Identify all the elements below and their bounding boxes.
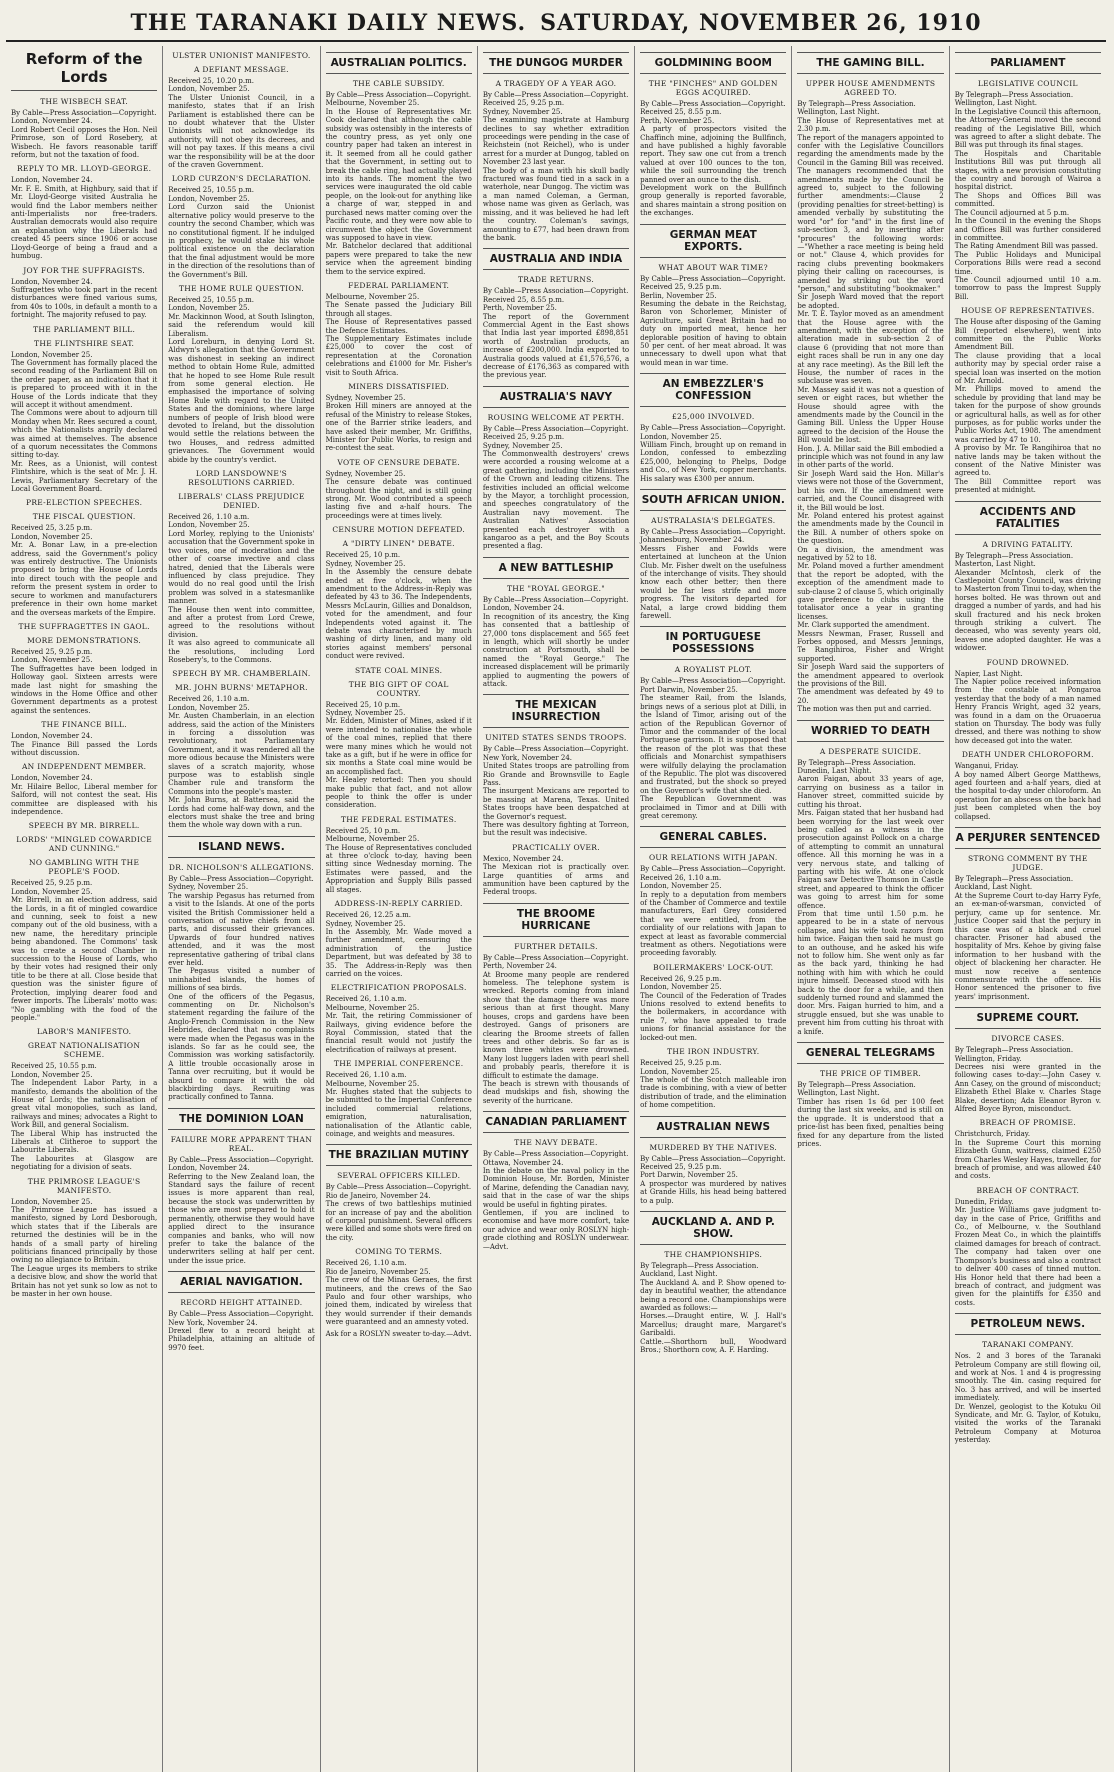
article-text: By Cable—Press Association—Copyright. Ottawa, November 24. In the debate on the naval policy in the Dominion House, Mr. Borden, Minister of Marine, defending the Canadian navy, said that in the case of war the ships would be useful in fighting pirates. Gentlemen, if you are inclined to economise and have more comfort, take our advice and wear only ROSLYN high-grade clothing and ROSLYN underwear. —Advt.	[482, 1150, 630, 1251]
article-text: Received 25, 10.55 p.m. London, November 25. The Independent Labor Party, in a manifesto, demands the abolition of the House of Lords; the nationalisation of great vital monopolies, such as land, railways and mines; advocates a Right to Work Bill, and general Socialism. The Liberal Whip has instructed the Liberals at Clitheroe to support the Labourite Liberals. The Labourites at Glasgow are negotiating for a division of seats.	[11, 1062, 158, 1172]
section-heading: THE BROOME HURRICANE	[483, 903, 629, 937]
article-text: London, November 24. The Finance Bill passed the Lords without discussion.	[11, 732, 158, 757]
subheading: ULSTER UNIONIST MANIFESTO.	[172, 51, 311, 60]
subheading: LEGISLATIVE COUNCIL	[977, 79, 1078, 88]
section-heading: AUSTRALIAN POLITICS.	[326, 52, 472, 74]
subheading: THE PARLIAMENT BILL.	[33, 324, 136, 334]
article-text: Received 26, 1.10 a.m. London, November 25. Mr. Austen Chamberlain, in an election address, said the action of the Ministers in forcing a dissolution was revolutionary, not Parliamentary Government, and it was rendered all the more odious because the Ministers were slaves of a scratch majority, whose purpose was to establish single Chamber rule and transform the Commons into the people's master. Mr. John Burns, at Battersea, said the Lords had come half-way down, and the electors must shake the tree and bring them the whole way down with a run.	[168, 695, 315, 830]
subheading: CENSURE MOTION DEFEATED.	[332, 525, 465, 535]
subheading: A DEFIANT MESSAGE.	[194, 65, 289, 74]
subheading: ROUSING WELCOME AT PERTH.	[487, 412, 625, 422]
subheading: SEVERAL OFFICERS KILLED.	[337, 1171, 461, 1181]
article-text: Received 25, 10 p.m. Sydney, November 25. In the Assembly the censure debate ended at five o'clock, when the amendment to the Address-in-Reply was defeated by 43 to 36. The Independents, Messrs McLaurin, Gillies and Donaldson, voted for the amendment, and four Independents voted against it. The debate was characterised by much washing of dirty linen, and many old stories against members' personal conduct were revived.	[325, 551, 472, 661]
subheading: THE CABLE SUBSIDY.	[352, 79, 445, 88]
article-text: Received 26, 12.25 a.m. Sydney, November 25. In the Assembly, Mr. Wade moved a further amendment, censuring the administration of the Justice Department, but was defeated by 38 to 35. The Address-in-Reply was then carried on the voices.	[325, 911, 472, 978]
article-text: By Cable—Press Association—Copyright. Port Darwin, November 25. The steamer Rail, from the Islands, brings news of a serious plot at Dilli, in the Island of Timor, arising out of the action of the Republican Governor of Timor and the commander of the local Portuguese garrison. It is supposed that the reason of the plot was that these officials and Monarchist sympathisers were wilfully delaying the proclamation of the Republic. The plot was discovered and frustrated, but the shock so preyed on the Governor's wife that she died. The Republican Government was proclaimed in Timor and at Dilli with great ceremony.	[640, 677, 787, 820]
subheading: DIVORCE CASES.	[991, 1034, 1065, 1044]
article-text: By Cable—Press Association—Copyright. Received 25, 9.25 p.m. Sydney, November 25. The examining magistrate at Hamburg declines to say whether extradition proceedings were pending in the case of Reichstein (not Reichel), who is under arrest for a murder at Dungog, tabled on November 23 last year. The body of a man with his skull badly fractured was found tied in a sack in a waterhole, near Dungog. The victim was a man named Coleman, a German, whose name was given as Gerlach, was missing, and it was believed he had left the country. Coleman's savings, amounting to £77, had been drawn from the bank.	[482, 91, 630, 242]
section-heading: AUSTRALIAN NEWS	[640, 1116, 786, 1138]
subheading: FURTHER DETAILS.	[514, 941, 598, 951]
article-text: Received 25, 10.55 p.m. London, November 25. Lord Curzon said the Unionist alternative policy would preserve to the country the second Chamber, which was no constitutional figment. If he indulged in prophecy, he would stake his whole political existence on the declaration that the final adjustment would be more in the direction of the resolutions than of the Government's Bill.	[168, 186, 315, 279]
subheading: BOILERMAKERS' LOCK-OUT.	[653, 962, 774, 972]
subheading: SPEECH BY MR. BIRRELL.	[28, 821, 140, 831]
section-heading: ACCIDENTS AND FATALITIES	[955, 501, 1101, 535]
subheading: UNITED STATES SENDS TROOPS.	[485, 733, 627, 743]
section-heading: A NEW BATTLESHIP	[483, 557, 629, 579]
subheading: A DESPERATE SUICIDE.	[819, 746, 922, 756]
article-text: London, November 24. Mr. F. E. Smith, at Highbury, said that if Mr. Lloyd-George visited Australia he would find the Labor members neither anti-Imperialists nor free-traders. Australian democrats would also require an explanation why the Liberals had created 45 peers since 1906 or accuse Lloyd-George of being a fraud and a humbug.	[11, 176, 158, 261]
section-heading: GERMAN MEAT EXPORTS.	[640, 224, 786, 258]
article-text: By Cable—Press Association—Copyright. London, November 24. Referring to the New Zealand loan, the Standard says the failure of recent issues is more apparent than real, because the stock was underwritten by those who are most prepared to hold it permanently, otherwise they would have applied direct to the insurance companies and banks, who will now prefer to take the balance of the underwriters selling at half per cent. under the issue price.	[168, 1155, 315, 1265]
subheading: AUSTRALASIA'S DELEGATES.	[651, 516, 776, 525]
article-text: By Telegraph—Press Association. Auckland, Last Night. At the Supreme Court to-day Harry Fyfe, an ex-man-of-warsman, convicted of perjury, came up for sentence. Mr. Justice Cooper said that the perjury in this case was of a black and cruel character. Prisoner had abused the hospitality of Mrs. Kehoe by giving false information to her husband with the object of blackening her character. He must now receive a sentence commensurate with the offence. His Honor sentenced the prisoner to five years' imprisonment.	[954, 875, 1101, 1001]
subheading: LIBERALS' CLASS PREJUDICE DENIED.	[178, 492, 305, 511]
article-text: London, November 24. Mr. Hilaire Belloc, Liberal member for Salford, will not contest the seat. His committee are displeased with his independence.	[11, 774, 158, 816]
article-text: By Cable—Press Association—Copyright. Received 25, 9.25 p.m. Sydney, November 25. The Commonwealth destroyers' crews were accorded a rousing welcome at a great gathering, including the Ministers of the Crown and leading citizens. The festivities included an official welcome by the Mayor, a torchlight procession, and speeches congratulatory of the Australian navy movement. The Australian Natives' Association presented each destroyer with a kangaroo as a pet, and the Boy Scouts presented a flag.	[482, 424, 630, 551]
subheading: £25,000 INVOLVED.	[671, 412, 755, 422]
article-text: Dunedin, Friday. Mr. Justice Williams gave judgment to-day in the case of Price, Griffiths and Co., of Melbourne, v. the Southland Frozen Meat Co., in which the plaintiffs claimed damages for breach of contract. The company had taken over one Thompson's business and also a contract to deliver 400 cases of tinned mutton. His Honor held that there had been a breach of contract, and judgment was given for the plaintiffs for £350 and costs.	[954, 1197, 1101, 1307]
subheading: TRADE RETURNS.	[517, 275, 594, 285]
section-heading: GENERAL CABLES.	[640, 826, 786, 848]
article-text: Sydney, November 25. The censure debate was continued throughout the night, and is still going strong. Mr. Wood contributed a speech lasting five and a-half hours. The proceedings were at times lively.	[325, 469, 472, 520]
article-text: By Telegraph—Press Association. Auckland, Last Night. The Auckland A. and P. Show opened to-day in beautiful weather, the attendance being a record one. Championships were awarded as follows:— Horses.—Draught entire, W. J. Hall's Marcellus; draught mare, Margaret's Garibaldi. Cattle.—Shorthorn bull, Woodward Bros.; Shorthorn cow, A. F. Harding.	[640, 1261, 787, 1355]
subheading: BREACH OF PROMISE.	[979, 1118, 1076, 1128]
article-text: London, November 24. Suffragettes who took part in the recent disturbances were fined various sums, from 40s to 100s, in default a month to a fortnight. The majority refused to pay.	[11, 277, 158, 320]
subheading: DEATH UNDER CHLOROFORM.	[961, 750, 1094, 760]
masthead	[6, 6, 1106, 42]
subheading: THE FLINTSHIRE SEAT.	[34, 338, 135, 348]
article-text: By Cable—Press Association—Copyright. New York, November 24. United States troops are patrolling from Rio Grande and Brownsville to Eagle Pass. The insurgent Mexicans are reported to be massing at Marena, Texas. United States troops have been despatched at the Governor's request. There was desultory fighting at Torreon, but the result was indecisive.	[482, 745, 630, 838]
subheading: MINERS DISSATISFIED.	[348, 382, 450, 391]
subheading: THE IMPERIAL CONFERENCE.	[333, 1059, 464, 1069]
section-heading: GENERAL TELEGRAMS	[797, 1042, 943, 1064]
subheading: THE PRIMROSE LEAGUE'S MANIFESTO.	[27, 1176, 141, 1195]
section-heading: AN EMBEZZLER'S CONFESSION	[640, 373, 786, 407]
news-column-4	[478, 46, 635, 1772]
section-heading: WORRIED TO DEATH	[797, 720, 943, 742]
subheading: LORDS' "MINGLED COWARDICE AND CUNNING."	[16, 835, 153, 854]
article-text: Received 25, 9.25 p.m. London, November 25. The whole of the Scotch malleable iron trade is combining, with a view of better distribution of trade, and the elimination of home competition.	[640, 1059, 787, 1110]
column-container	[6, 46, 1106, 1772]
article-text: By Cable—Press Association—Copyright. Received 26, 1.10 a.m. London, November 25. In reply to a deputation from members of the Chamber of Commerce and textile manufacturers, Earl Grey considered that we were entitled, from the cordiality of our relations with Japan to expect at least as favorable commercial treatment as others. Negotiations were proceeding favorably.	[640, 865, 787, 958]
subheading: THE "FINCHES" AND GOLDEN EGGS ACQUIRED.	[648, 79, 778, 97]
article-text: Received 25, 10 p.m. Sydney, November 25. Mr. Edden, Minister of Mines, asked if it were intended to nationalise the whole of the coal mines, replied that there were many mines which he would not take as a gift, but if he were in office for six months a State coal mine would be an accomplished fact. Mr. Healey retorted: Then you should make public that fact, and not allow people to think the offer is under consideration.	[325, 700, 472, 810]
section-heading: GOLDMINING BOOM	[640, 52, 786, 74]
subheading: MURDERED BY THE NATIVES.	[649, 1142, 778, 1152]
subheading: FOUND DROWNED.	[986, 657, 1070, 667]
article-text: Wanganui, Friday. A boy named Albert George Matthews, aged fourteen and a-half years, died at the hospital to-day under chloroform. An operation for an abscess on the back had just been completed when the boy collapsed.	[954, 762, 1101, 821]
article-text: London, November 25. The Primrose League has issued a manifesto, signed by Lord Desborough, which states that if the Liberals are returned the destinies will be in the hands of a small party of hireling politicians financed principally by those owing no allegiance to Britain. The League urges its members to strike a decisive blow, and show the world that Britain has not yet sunk so low as not to be master in her own house.	[11, 1197, 158, 1299]
subheading: DR. NICHOLSON'S ALLEGATIONS.	[168, 862, 314, 872]
news-column-2	[163, 46, 320, 1772]
subheading: THE HOME RULE QUESTION.	[178, 283, 304, 293]
subheading: RECORD HEIGHT ATTAINED.	[180, 1298, 303, 1308]
subheading: FEDERAL PARLIAMENT.	[348, 280, 450, 290]
subheading: ADDRESS-IN-REPLY CARRIED.	[334, 899, 463, 909]
subheading: NO GAMBLING WITH THE PEOPLE'S FOOD.	[29, 858, 140, 877]
article-text: By Cable—Press Association—Copyright. Rio de Janeiro, November 24. The crews of two battleships mutinied for an increase of pay and the abolition of corporal punishment. Several officers were killed and some shots were fired on the city.	[325, 1183, 472, 1242]
section-heading: ISLAND NEWS.	[168, 836, 314, 858]
subheading: THE FEDERAL ESTIMATES.	[340, 814, 457, 824]
article-text: London, November 25. The Government has formally placed the second reading of the Parliament Bill on the order paper, as an indication that it is prepared to proceed with it in the House of the Lords indicate that they will accept it without amendment. The Commons were about to adjourn till Monday when Mr. Rees secured a count, which the Nationalists angrily declared was aimed at themselves. The absence of a quorum necessitates the Commons sitting to-day. Mr. Rees, as a Unionist, will contest Flintshire, which is the seat of Mr. J. H. Lewis, Parliamentary Secretary of the Local Government Board.	[11, 350, 158, 494]
article-text: Ask for a ROSLYN sweater to-day.—Advt.	[325, 1329, 472, 1338]
subheading: FAILURE MORE APPARENT THAN REAL.	[170, 1134, 313, 1153]
subheading: THE IRON INDUSTRY.	[667, 1047, 760, 1057]
section-heading: AUCKLAND A. AND P. SHOW.	[640, 1211, 786, 1245]
subheading: WHAT ABOUT WAR TIME?	[658, 262, 769, 272]
section-heading: THE MEXICAN INSURRECTION	[483, 694, 629, 728]
subheading: LORD LANSDOWNE'S RESOLUTIONS CARRIED.	[188, 469, 295, 488]
article-text: Received 25, 3.25 p.m. London, November 25. Mr. A. Bonar Law, in a pre-election address, said the Government's policy was entirely destructive. The Unionists proposed to bring the House of Lords into direct touch with the people and reform the present system in order to secure to workmen and manufacturers preference in their own home market and the overseas markets of the Empire.	[11, 524, 158, 617]
subheading: THE BIG GIFT OF COAL COUNTRY.	[348, 679, 449, 698]
news-column-6	[792, 46, 949, 1772]
subheading: LABOR'S MANIFESTO.	[36, 1027, 132, 1037]
article-text: By Cable—Press Association—Copyright. Received 25, 8.55 p.m. Perth, November 25. A party of prospectors visited the Chaffinch mine, adjoining the Bullfinch, and have published a highly favorable report. They saw one cut from a trench valued at over 100 ounces to the ton, while the soil surrounding the trench panned over an ounce to the dish. Development work on the Bullfinch group generally is reported favorable, and shares maintain a strong position on the exchanges.	[640, 100, 787, 218]
news-column-1	[6, 46, 163, 1772]
article-text: Received 25, 9.25 p.m. London, November 25. Mr. Birrell, in an election address, said the Lords, in a fit of mingled cowardice and cunning, seek to foist a new company out of the old business, with a new name, the hereditary principle being abandoned. The Commons' task was to create a second Chamber in succession to the House of Lords, who by their votes had resigned their only title to be there at all. Close beside that question was the sinister figure of Protection, implying dearer food and fewer imports. The Liberals' motto was: "No gambling with the food of the people."	[11, 879, 158, 1022]
article-text: By Cable—Press Association—Copyright. Received 25, 9.25 p.m. Berlin, November 25. Resuming the debate in the Reichstag, Baron von Schorlemer, Minister of Agriculture, said Great Britain had no duty on imported meat, hence her deplorable position of having to obtain 50 per cent. of her meat abroad. It was unnecessary to dwell upon what that would mean in war time.	[640, 274, 787, 367]
subheading: AN INDEPENDENT MEMBER.	[21, 762, 147, 772]
section-heading: PETROLEUM NEWS.	[955, 1313, 1101, 1335]
section-heading: A PERJURER SENTENCED	[955, 827, 1101, 849]
section-heading: THE DOMINION LOAN	[168, 1108, 314, 1130]
subheading: STRONG COMMENT BY THE JUDGE.	[968, 854, 1088, 873]
section-heading: AUSTRALIA AND INDIA	[483, 248, 629, 270]
article-text: Sydney, November 25. Broken Hill miners are annoyed at the refusal of the Ministry to release Stokes, one of the Barrier strike leaders, and have asked their member, Mr. Griffiths, Minister for Public Works, to resign and re-contest the seat.	[325, 394, 472, 453]
subheading: HOUSE OF REPRESENTATIVES.	[961, 306, 1095, 316]
subheading: BREACH OF CONTRACT.	[976, 1185, 1080, 1195]
subheading: A TRAGEDY OF A YEAR AGO.	[495, 79, 617, 88]
article-text: Received 25, 9.25 p.m. London, November 25. The Suffragettes have been lodged in Holloway gaol. Sixteen arrests were made last night for smashing the windows in the Home Office and other Government departments as a protest against the sentences.	[11, 647, 158, 715]
subheading: OUR RELATIONS WITH JAPAN.	[648, 853, 778, 863]
subheading: THE "ROYAL GEORGE."	[506, 583, 606, 593]
subheading: THE WISBECH SEAT.	[40, 97, 129, 106]
subheading: PRE-ELECTION SPEECHES.	[25, 498, 143, 508]
news-column-7	[950, 46, 1106, 1772]
article-text: Received 26, 1.10 a.m. Melbourne, November 25. Mr. Hughes stated that the subjects to be submitted to the Imperial Conference included commercial relations, emigration, naturalisation, nationalisation of the Atlantic cable, coinage, and weights and measures.	[325, 1071, 472, 1139]
article-text: By Telegraph—Press Association. Wellington, Friday. Decrees nisi were granted in the following cases to-day:—John Casey v. Ann Casey, on the ground of misconduct; Elizabeth Ethel Blake v. Charles Stage Blake, desertion; Ada Eleanor Byron v. Alfred Boyce Byron, misconduct.	[954, 1046, 1101, 1113]
article-text: Received 26, 1.10 a.m. London, November 25. Lord Morley, replying to the Unionists' accusation that the Government spoke in two voices, one of moderation and the other of coarse invective and class hatred, denied that the Liberals were influenced by class prejudice. They would do no real good until the Irish problem was solved in a statesmanlike manner. The House then went into committee, and after a protest from Lord Crewe, agreed to the resolutions without division. It was also agreed to communicate all the resolutions, including Lord Rosebery's, to the Commons.	[168, 513, 315, 664]
article-text: Napier, Last Night. The Napier police received information from the constable at Pongaroa yesterday that the body of a man named Henry Francis Wright, aged 32 years, was found in a dam on the Oruaoerua station on Thursday. The body was fully dressed, and there was nothing to show how deceased got into the water.	[954, 669, 1101, 745]
section-heading: SUPREME COURT.	[955, 1007, 1101, 1029]
subheading: THE PRICE OF TIMBER.	[820, 1069, 922, 1079]
article-text: Received 26, 1.10 a.m. Rio de Janeiro, November 25. The crew of the Minas Geraes, the first mutineers, and the crews of the Sao Paulo and four other warships, who joined them, indicated by wireless that they would surrender if their demands were guaranteed and an amnesty voted.	[325, 1259, 472, 1327]
section-heading: PARLIAMENT	[955, 52, 1101, 74]
section-heading: SOUTH AFRICAN UNION.	[640, 489, 786, 511]
article-text: The House after disposing of the Gaming Bill (reported elsewhere), went into committee on the Public Works Amendment Bill. The clause providing that a local authority may by special order raise a special loan was inserted on the motion of Mr. Arnold. Mr. Phillips moved to amend the schedule by providing that land may be taken for the purpose of show grounds or agricultural halls, as well as for other purposes, as for public works under the Public Works Act, 1908. The amendment was carried by 47 to 10. A proviso by Mr. Te Rangihiroa that no native lands may be taken without the consent of the Native Minister was agreed to. The Bill Committee report was presented at midnight.	[954, 318, 1101, 495]
subheading: TARANAKI COMPANY.	[982, 1340, 1074, 1350]
article-text: By Cable—Press Association—Copyright. Received 25, 8.55 p.m. Perth, November 25. The report of the Government Commercial Agent in the East shows that India last year imported £898,851 worth of Australian products, an increase of £200,000. India exported to Australia goods valued at £1,576,576, a decrease of £176,363 as compared with the previous year.	[482, 287, 630, 380]
masthead-date: SATURDAY, NOVEMBER 26, 1910	[540, 10, 982, 36]
subheading: THE FISCAL QUESTION.	[32, 512, 136, 522]
subheading: VOTE OF CENSURE DEBATE.	[337, 457, 460, 467]
section-heading: AERIAL NAVIGATION.	[168, 1271, 314, 1293]
subheading: COMING TO TERMS.	[355, 1247, 443, 1257]
article-text: By Cable—Press Association—Copyright. London, November 25. William Finch, brought up on remand in London, confessed to embezzling £25,000, belonging to Phelps, Dodge and Co., of New York, copper merchants. His salary was £300 per annum.	[640, 424, 787, 483]
section-heading: CANADIAN PARLIAMENT	[483, 1111, 629, 1133]
article-text: Received 25, 10.20 p.m. London, November 25. The Ulster Unionist Council, in a manifesto, states that if an Irish Parliament is established there can be no doubt whatever that the Ulster Unionists will not acknowledge its authority, will not obey its decrees, and will not pay taxes. If this means a civil war the responsibility will be at the door of the craven Government.	[168, 77, 315, 170]
subheading: THE NAVY DEBATE.	[514, 1138, 598, 1148]
article-text: Christchurch, Friday. In the Supreme Court this morning Elizabeth Gunn, waitress, claimed £250 from Charles Wesley Hayes, traveller, for breach of promise, and was allowed £40 and costs.	[954, 1130, 1101, 1181]
article-text: By Cable—Press Association—Copyright. New York, November 24. Drexel flew to a record height at Philadelphia, attaining an altitude of 9970 feet.	[168, 1310, 315, 1352]
section-heading: AUSTRALIA'S NAVY	[483, 386, 629, 408]
subheading: STATE COAL MINES.	[355, 665, 443, 675]
article-text: Received 26, 9.25 p.m. London, November 25. The Council of the Federation of Trades Unions resolved to extend benefits to the boilermakers, in accordance with rule 7, who have appealed to trade unions for financial assistance for the locked-out men.	[640, 974, 787, 1042]
subheading: ELECTRIFICATION PROPOSALS.	[330, 983, 467, 993]
section-heading: THE GAMING BILL.	[797, 52, 943, 74]
subheading: MORE DEMONSTRATIONS.	[27, 635, 142, 645]
subheading: GREAT NATIONALISATION SCHEME.	[28, 1041, 141, 1060]
article-text: By Telegraph—Press Association. Dunedin, Last Night. Aaron Faigan, about 33 years of age, carrying on business as a tailor in Hanover street, committed suicide by cutting his throat. Mrs. Faigan stated that her husband had been worrying for the last week over being called as a witness in the prosecution against Pollock on a charge of attempting to commit an unnatural offence. All this morning he was in a very nervous state, and talking of parting with his wife. At one o'clock Faigan saw Detective Thomson in Castle street, and appeared to think the officer was going to arrest him for some offence. From that time until 1.50 p.m. he appeared to be in a state of nervous collapse, and his wife took razors from him twice. Faigan then said he must go to an outhouse, and he asked his wife not to follow him. She went only as far as the back yard, thinking he had nothing with him with which he could injure himself. Deceased stood with his back to the door for a while, and then suddenly turned round and slammed the door. Mrs. Faigan hurried to him, and a struggle ensued, but she was unable to prevent him from cutting his throat with a knife.	[797, 758, 944, 1036]
article-text: Nos. 2 and 3 bores of the Taranaki Petroleum Company are still flowing oil, and work at Nos. 1 and 4 is progressing smoothly. The 4in. casing required for No. 3 has arrived, and will be inserted immediately. Dr. Wenzel, geologist to the Kotuku Oil Syndicate, and Mr. G. Taylor, of Kotuku, visited the works of the Taranaki Petroleum Company at Moturoa yesterday.	[954, 1352, 1101, 1445]
subheading: UPPER HOUSE AMENDMENTS AGREED TO.	[805, 79, 936, 97]
article-text: By Cable—Press Association—Copyright. Perth, November 24. At Broome many people are rendered homeless. The telephone system is wrecked. Reports coming from inland show that the damage there was more serious than at first thought. Many houses, crops and gardens have been destroyed. Gangs of prisoners are clearing the Broome streets of fallen trees and other debris. So far as is known three whites were drowned. Many lost luggers laden with pearl shell and probably pearls, therefore it is difficult to estimate the damage. The beach is strewn with thousands of dead mudskips and fish, showing the severity of the hurricane.	[482, 953, 630, 1105]
section-heading: THE BRAZILIAN MUTINY	[326, 1144, 472, 1166]
subheading: REPLY TO MR. LLOYD-GEORGE.	[16, 164, 152, 174]
article-text: By Telegraph—Press Association. Masterton, Last Night. Alexander McIntosh, clerk of the Castlepoint County Council, was driving to Masterton from Tinui to-day, when the horses bolted. He was thrown out and dragged a number of yards, and had his skull fractured and his neck broken through striking a culvert. The deceased, who was seventy years old, leaves one adopted daughter. He was a widower.	[954, 551, 1101, 653]
subheading: JOY FOR THE SUFFRAGISTS.	[23, 265, 146, 275]
article-text: Melbourne, November 25. The Senate passed the Judiciary Bill through all stages. The House of Representatives passed the Defence Estimates. The Supplementary Estimates include £25,000 to cover the cost of representation at the Coronation celebrations and £1000 for Mr. Fisher's visit to South Africa.	[325, 292, 472, 377]
news-column-5	[635, 46, 792, 1772]
subheading: A "DIRTY LINEN" DEBATE.	[342, 539, 455, 549]
article-text: By Cable—Press Association—Copyright. Johannesburg, November 24. Messrs Fisher and Fowlds were entertained at luncheon at the Union Club. Mr. Fisher dwelt on the usefulness of the interchange of visits. They should know each other better; then there would be far less strife and more progress. The visitors departed for Natal, a large crowd bidding them farewell.	[640, 528, 787, 621]
article-text: Received 26, 1.10 a.m. Melbourne, November 25. Mr. Tait, the retiring Commissioner of Railways, giving evidence before the Royal Commission, stated that the financial result would not justify the electrification of railways at present.	[325, 995, 472, 1054]
article-text: By Cable—Press Association—Copyright. London, November 24. In recognition of its ancestry, the King has consented that a battleship of 27,000 tons displacement and 565 feet in length, which will shortly be under construction at Portsmouth, shall be named the "Royal George." The increased displacement will be primarily applied to augmenting the powers of attack.	[482, 595, 630, 688]
subheading: PRACTICALLY OVER.	[512, 842, 600, 852]
article-text: By Cable—Press Association—Copyright. Melbourne, November 25. In the House of Representatives Mr. Cook declared that although the cable subsidy was ostensibly in the interests of the country press, as yet only one country paper had taken an interest in it. It seemed from all he could gather that the Government, in setting out to break the cable ring, had actually played into its hands. The moment the two services were inaugurated the old cable people, on the look-out for anything like a charge of war, stepped in and purchased news matter coming over the Pacific route, and they were now able to circumvent the object the Government was supposed to have in view. Mr. Batchelor declared that additional papers were prepared to take the new service when the agreement binding them to the service expired.	[325, 91, 472, 276]
article-text: By Telegraph—Press Association. Wellington, Last Night. In the Legislative Council this afternoon, the Attorney-General moved the second reading of the Legislative Bill, which was agreed to after a slight debate. The Bill was put through its final stages. The Hospitals and Charitable Institutions Bill was put through all stages, with a new provision constituting the country and borough of Wairoa a hospital district. The Shops and Offices Bill was committed. The Council adjourned at 5 p.m. In the Council in the evening the Shops and Offices Bill was further considered in committee. The Rating Amendment Bill was passed. The Public Holidays and Municipal Corporations Bills were read a second time. The Council adjourned until 10 a.m. tomorrow to pass the Imprest Supply Bill.	[954, 91, 1101, 301]
section-heading: THE DUNGOG MURDER	[483, 52, 629, 74]
masthead-title: THE TARANAKI DAILY NEWS.	[130, 10, 527, 36]
column-headline: Reform of the Lords	[11, 50, 157, 91]
subheading: A ROYALIST PLOT.	[674, 665, 752, 675]
article-text: By Cable—Press Association—Copyright. London, November 24. Lord Robert Cecil opposes the Hon. Neil Primrose, son of Lord Rosebery, at Wisbech. He favors reasonable tariff reform, but not the taxation of food.	[11, 109, 158, 160]
subheading: THE FINANCE BILL.	[41, 720, 127, 730]
subheading: THE SUFFRAGETTES IN GAOL.	[18, 621, 150, 631]
article-text: By Telegraph—Press Association. Wellington, Last Night. Timber has risen 1s 6d per 100 feet during the last six weeks, and is still on the upgrade. It is understood that a price-list has been fixed, penalties being fixed for any departure from the listed prices.	[797, 1081, 944, 1148]
subheading: SPEECH BY MR. CHAMBERLAIN.	[172, 669, 311, 679]
article-text: By Cable—Press Association—Copyright. Sydney, November 25. The warship Pegasus has returned from a visit to the Islands. At one of the ports visited the British Commissioner held a conversation of native chiefs from all parts, and discussed their grievances. Upwards of four hundred natives attended, and it was the most representative gathering of tribal clans ever held. The Pegasus visited a number of uninhabited islands, the homes of millions of sea birds. One of the officers of the Pegasus, commenting on Dr. Nicholson's statement regarding the failure of the Anglo-French Commission in the New Hebrides, declared that no complaints were made when the Pegasus was in the islands. So far as he could see, the Commission was working satisfactorily. A little trouble occasionally arose in Tanna over recruiting, but it would be absurd to compare it with the old blackbirding days. Recruiting was practically confined to Tanna.	[168, 874, 315, 1102]
subheading: MR. JOHN BURNS' METAPHOR.	[175, 683, 308, 693]
subheading: THE CHAMPIONSHIPS.	[664, 1249, 763, 1259]
article-text: Received 25, 10 p.m. Melbourne, November 25. The House of Representatives concluded at three o'clock to-day, having been sitting since Wednesday morning. The Estimates were passed, and the Appropriation and Supply Bills passed all stages.	[325, 826, 472, 894]
subheading: LORD CURZON'S DECLARATION.	[171, 174, 311, 184]
section-heading: IN PORTUGUESE POSSESSIONS	[640, 626, 786, 660]
subheading: A DRIVING FATALITY.	[982, 539, 1073, 549]
article-text: Received 25, 10.55 p.m. London, November 25. Mr. Mackinnon Wood, at South Islington, said the referendum would kill Liberalism. Lord Loreburn, in denying Lord St. Aldwyn's allegation that the Government was dishonest in seeking an indirect method to obtain Home Rule, admitted that he hoped to see Home Rule result from some general election. He emphasised the importance of solving Home Rule with regard to the United States and the dominions, where large numbers of people of Irish blood were devoted to Ireland, but the dissolution would settle the relations between the two Houses, and redress admitted grievances. The Government would abide by the country's verdict.	[168, 295, 315, 464]
article-text: Mexico, November 24. The Mexican riot is practically over. Large quantities of arms and ammunition have been captured by the Federal troops.	[482, 854, 630, 897]
article-text: By Cable—Press Association—Copyright. Received 25, 9.25 p.m. Port Darwin, November 25. A prospector was murdered by natives at Grande Hills, his head being battered to a pulp.	[640, 1154, 787, 1205]
news-column-3	[321, 46, 478, 1772]
article-text: By Telegraph—Press Association. Wellington, Last Night. The House of Representatives met at 2.30 p.m. The report of the managers appointed to confer with the Legislative Councillors regarding the amendments made by the Council in the Gaming Bill was received. The managers recommended that the amendments made by the Council be agreed to, subject to the following further amendments:—Clause 2 (providing penalties for street-betting) is amended verbally by substituting the word "or" for "and" in the first line of sub-section 3, and by inserting after "procures" the following words:—"Whether a race meeting is being held or not." Clause 4, which provides for racing clubs preventing bookmakers plying their calling on racecourses, is amended by striking out the word "person," and substituting "bookmaker." Sir Joseph Ward moved that the report be adopted. Mr. T. E. Taylor moved as an amendment that the House agree with the amendment, with the exception of the alteration made in sub-section 2 of clause 6 (providing that not more than eight races shall be run in any one day at any race meeting). As the Bill left the House, the number of races in the subclause was seven. Mr. Massey said it was not a question of seven or eight races, but whether the House should agree with the amendments made by the Council in the Gaming Bill. Unless the Upper House agreed to the decision of the House the Bill would be lost. Hon. J. A. Millar said the Bill embodied a principle which was not found in any law in other parts of the world. Sir Joseph Ward said the Hon. Millar's views were not those of the Government, but his own. If the amendment were carried, and the Council disagreed with it, the Bill would be lost. Mr. Poland entered his protest against the amendments made by the Council in the Bill. A number of others spoke on the question. On a division, the amendment was negatived by 52 to 18. Mr. Poland moved a further amendment that the report be adopted, with the exception of the amendment made to sub-clause 2 of clause 5, which originally gave preference to clubs using the totalisator once a year in granting licenses. Mr. Clark supported the amendment. Messrs Newman, Fraser, Russell and Forbes opposed, and Messrs Jennings, Te Rangihiroa, Fisher and Wright supported. Sir Joseph Ward said the supporters of the amendment appeared to overlook the provisions of the Bill. The amendment was defeated by 49 to 20. The motion was then put and carried.	[797, 100, 944, 714]
